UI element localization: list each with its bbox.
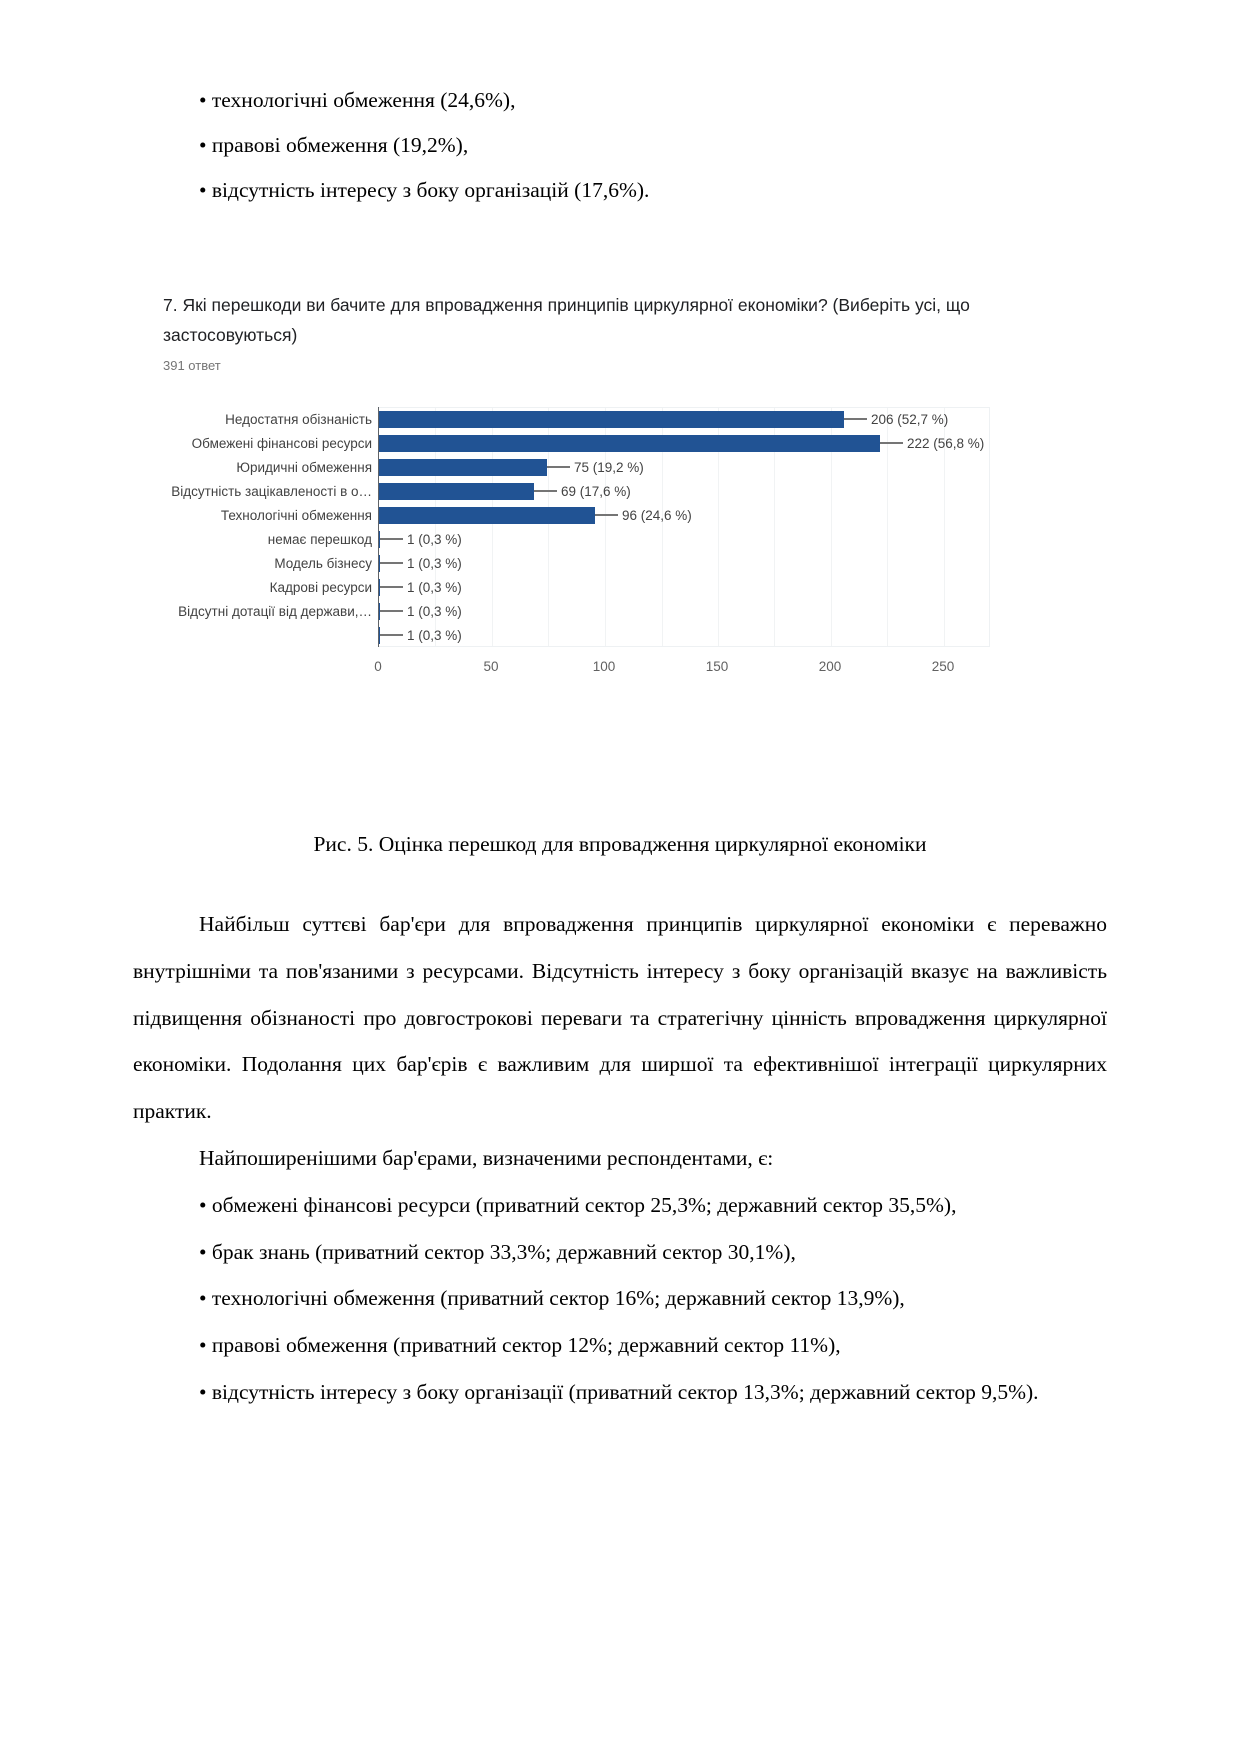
x-tick-label: 100 — [592, 659, 616, 674]
value-connector-line — [380, 562, 403, 564]
top-bullet-list — [133, 86, 1107, 204]
bullet-item: • відсутність інтересу з боку організацій (17,6%). — [199, 178, 650, 202]
bullet-paragraph: • правові обмеження (приватний сектор 12%; державний сектор 11%), — [199, 1333, 841, 1358]
bullet-item: • правові обмеження (19,2%), — [199, 133, 469, 157]
category-label: немає перешкод — [267, 531, 372, 547]
category-label: Модель бізнесу — [274, 555, 372, 571]
chart-y-axis-line — [378, 407, 379, 647]
bar — [378, 411, 844, 428]
value-label: 75 (19,2 %) — [574, 459, 644, 475]
x-tick-label: 150 — [705, 659, 729, 674]
figure-caption: Рис. 5. Оцінка перешкод для впровадження циркулярної економіки — [313, 832, 927, 856]
chart-row — [163, 527, 1107, 551]
bar-track — [378, 431, 990, 455]
bullet-paragraph: • технологічні обмеження (приватний сектор 16%; державний сектор 13,9%), — [199, 1286, 905, 1311]
bullet-paragraph: • відсутність інтересу з боку організації (приватний сектор 13,3%; державний сектор 9,5%). — [199, 1379, 1039, 1404]
chart-row — [163, 431, 1107, 455]
value-connector-line — [547, 466, 570, 468]
value-connector-line — [380, 634, 403, 636]
body-text — [133, 901, 1107, 1416]
value-label: 69 (17,6 %) — [561, 483, 631, 499]
category-label: Кадрові ресурси — [269, 579, 372, 595]
bar-track — [378, 551, 990, 575]
value-connector-line — [595, 514, 618, 516]
value-label: 1 (0,3 %) — [407, 627, 462, 643]
category-label: Відсутність зацікавленості в о… — [171, 483, 372, 499]
value-label: 96 (24,6 %) — [622, 507, 692, 523]
value-connector-line — [534, 490, 557, 492]
paragraph: Найпоширенішими бар'єрами, визначеними респондентами, є: — [199, 1145, 774, 1170]
value-label: 206 (52,7 %) — [871, 411, 949, 427]
value-connector-line — [380, 610, 403, 612]
bar-track — [378, 599, 990, 623]
category-label: Недостатня обізнаність — [225, 411, 372, 427]
category-label: Обмежені фінансові ресурси — [191, 435, 372, 451]
survey-chart-figure — [163, 290, 1107, 683]
value-connector-line — [844, 418, 867, 420]
value-connector-line — [380, 538, 403, 540]
bar — [378, 483, 534, 500]
bullet-paragraph: • обмежені фінансові ресурси (приватний сектор 25,3%; державний сектор 35,5%), — [199, 1192, 957, 1217]
bar — [378, 459, 547, 476]
chart-x-axis — [374, 647, 990, 683]
chart-response-count: 391 ответ — [163, 358, 221, 373]
chart-row — [163, 623, 1107, 647]
chart-row — [163, 407, 1107, 431]
category-label: Відсутні дотації від держави,… — [178, 603, 372, 619]
bar — [378, 507, 595, 524]
value-label: 1 (0,3 %) — [407, 555, 462, 571]
value-label: 1 (0,3 %) — [407, 531, 462, 547]
chart-row — [163, 575, 1107, 599]
bullet-item: • технологічні обмеження (24,6%), — [199, 88, 516, 112]
chart-row — [163, 599, 1107, 623]
bar — [378, 435, 880, 452]
bar-track — [378, 623, 990, 647]
bar-track — [378, 503, 990, 527]
value-label: 222 (56,8 %) — [907, 435, 985, 451]
x-tick-label: 0 — [374, 659, 382, 674]
value-connector-line — [380, 586, 403, 588]
category-label: Юридичні обмеження — [236, 459, 372, 475]
bar-track — [378, 479, 990, 503]
value-connector-line — [880, 442, 903, 444]
x-tick-label: 50 — [483, 659, 499, 674]
chart-row — [163, 503, 1107, 527]
chart-row — [163, 551, 1107, 575]
chart-question-title: 7. Які перешкоди ви бачите для впровадження принципів циркулярної економіки? (Виберіть усі, що застосовуються) — [163, 295, 970, 345]
chart-row — [163, 479, 1107, 503]
bar-track — [378, 527, 990, 551]
x-tick-label: 200 — [818, 659, 842, 674]
chart-row — [163, 455, 1107, 479]
chart-rows — [163, 407, 1107, 647]
bar-track — [378, 455, 990, 479]
bullet-paragraph: • брак знань (приватний сектор 33,3%; державний сектор 30,1%), — [199, 1239, 796, 1264]
bar-track — [378, 407, 990, 431]
paragraph: Найбільш суттєві бар'єри для впровадження принципів циркулярної економіки є переважно внутрішніми та пов'язаними з ресурсами. Відсутність інтересу з боку організацій вказує на важливість підвищення обізнаності про довгострокові переваги та стратегічну цінність впровадження циркулярної економіки. Подолання цих бар'єрів є важливим для ширшої та ефективнішої інтеграції циркулярних практик. — [133, 912, 1107, 1124]
horizontal-bar-chart — [163, 407, 1107, 683]
value-label: 1 (0,3 %) — [407, 579, 462, 595]
bar-track — [378, 575, 990, 599]
category-label: Технологічні обмеження — [220, 507, 372, 523]
x-tick-label: 250 — [931, 659, 955, 674]
value-label: 1 (0,3 %) — [407, 603, 462, 619]
